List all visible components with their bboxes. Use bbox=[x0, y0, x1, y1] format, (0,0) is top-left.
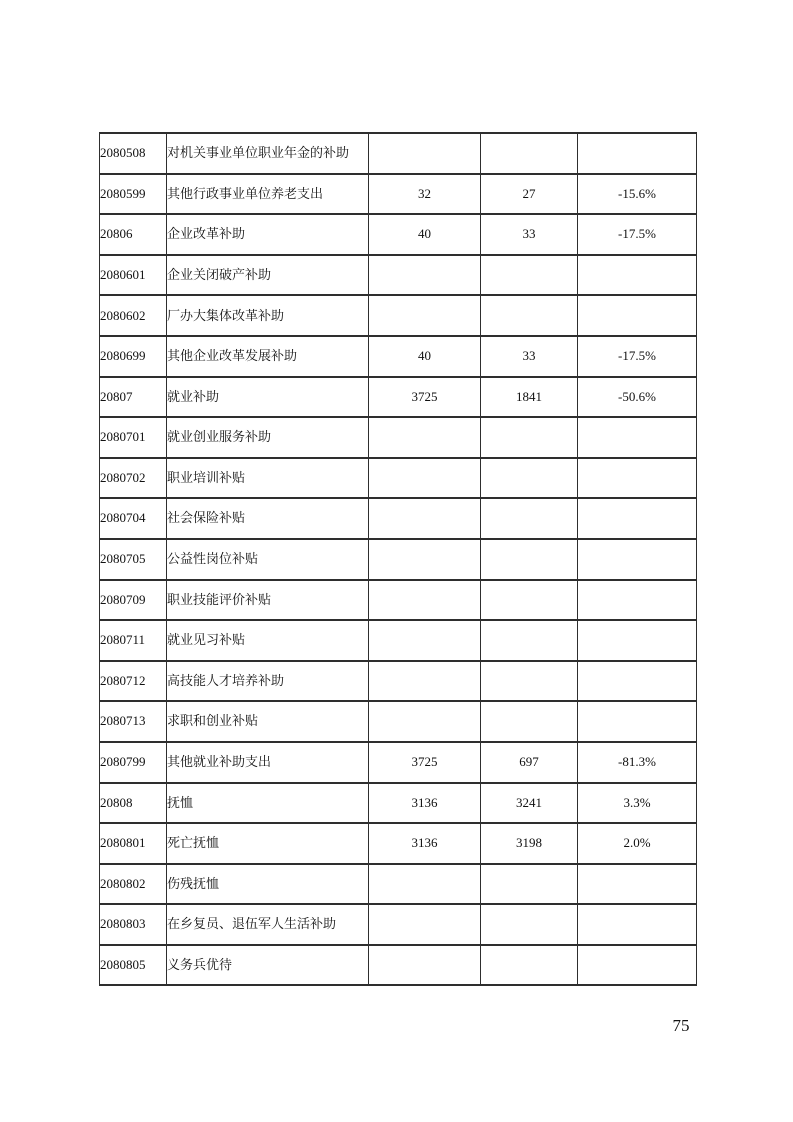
cell-amount-1 bbox=[369, 945, 481, 986]
cell-change-pct: -81.3% bbox=[578, 742, 697, 783]
cell-amount-1 bbox=[369, 904, 481, 945]
cell-amount-2: 1841 bbox=[481, 377, 578, 418]
cell-name: 就业补助 bbox=[167, 377, 369, 418]
table-row bbox=[100, 661, 697, 702]
table-row bbox=[100, 498, 697, 539]
cell-code: 2080802 bbox=[100, 864, 167, 905]
cell-amount-1 bbox=[369, 620, 481, 661]
cell-name: 企业关闭破产补助 bbox=[167, 255, 369, 296]
cell-amount-1 bbox=[369, 661, 481, 702]
table-row bbox=[100, 742, 697, 783]
cell-change-pct bbox=[578, 255, 697, 296]
cell-code: 2080801 bbox=[100, 823, 167, 864]
cell-code: 2080799 bbox=[100, 742, 167, 783]
cell-code: 2080705 bbox=[100, 539, 167, 580]
cell-amount-2 bbox=[481, 904, 578, 945]
cell-amount-2 bbox=[481, 295, 578, 336]
cell-change-pct: -17.5% bbox=[578, 214, 697, 255]
cell-amount-1 bbox=[369, 539, 481, 580]
cell-name: 高技能人才培养补助 bbox=[167, 661, 369, 702]
cell-change-pct bbox=[578, 701, 697, 742]
table-row bbox=[100, 580, 697, 621]
cell-amount-2 bbox=[481, 580, 578, 621]
cell-name: 其他就业补助支出 bbox=[167, 742, 369, 783]
table-row bbox=[100, 417, 697, 458]
cell-amount-1: 3725 bbox=[369, 377, 481, 418]
table-row bbox=[100, 336, 697, 377]
cell-name: 其他行政事业单位养老支出 bbox=[167, 174, 369, 215]
cell-code: 2080711 bbox=[100, 620, 167, 661]
cell-change-pct bbox=[578, 539, 697, 580]
cell-amount-2 bbox=[481, 661, 578, 702]
cell-name: 对机关事业单位职业年金的补助 bbox=[167, 133, 369, 174]
cell-change-pct bbox=[578, 133, 697, 174]
table-row bbox=[100, 620, 697, 661]
cell-code: 2080713 bbox=[100, 701, 167, 742]
cell-amount-2 bbox=[481, 945, 578, 986]
cell-amount-2 bbox=[481, 498, 578, 539]
cell-amount-1 bbox=[369, 864, 481, 905]
cell-name: 职业技能评价补贴 bbox=[167, 580, 369, 621]
cell-change-pct: -15.6% bbox=[578, 174, 697, 215]
table-row bbox=[100, 823, 697, 864]
cell-change-pct: 2.0% bbox=[578, 823, 697, 864]
table-row bbox=[100, 904, 697, 945]
cell-amount-1 bbox=[369, 701, 481, 742]
cell-change-pct bbox=[578, 945, 697, 986]
cell-name: 社会保险补贴 bbox=[167, 498, 369, 539]
cell-code: 20808 bbox=[100, 783, 167, 824]
table-row bbox=[100, 701, 697, 742]
table-row bbox=[100, 174, 697, 215]
cell-name: 公益性岗位补贴 bbox=[167, 539, 369, 580]
cell-amount-1: 32 bbox=[369, 174, 481, 215]
cell-code: 2080508 bbox=[100, 133, 167, 174]
cell-amount-1: 40 bbox=[369, 214, 481, 255]
cell-name: 求职和创业补贴 bbox=[167, 701, 369, 742]
cell-amount-2: 33 bbox=[481, 214, 578, 255]
cell-name: 就业见习补贴 bbox=[167, 620, 369, 661]
table-row bbox=[100, 945, 697, 986]
cell-amount-2 bbox=[481, 701, 578, 742]
cell-amount-2 bbox=[481, 133, 578, 174]
cell-amount-1: 3136 bbox=[369, 823, 481, 864]
cell-change-pct: -50.6% bbox=[578, 377, 697, 418]
cell-code: 2080803 bbox=[100, 904, 167, 945]
cell-code: 2080712 bbox=[100, 661, 167, 702]
cell-amount-1 bbox=[369, 458, 481, 499]
budget-table bbox=[99, 132, 697, 986]
cell-change-pct bbox=[578, 864, 697, 905]
table-row bbox=[100, 133, 697, 174]
cell-name: 死亡抚恤 bbox=[167, 823, 369, 864]
cell-name: 就业创业服务补助 bbox=[167, 417, 369, 458]
cell-code: 2080699 bbox=[100, 336, 167, 377]
cell-change-pct bbox=[578, 498, 697, 539]
cell-code: 20807 bbox=[100, 377, 167, 418]
cell-name: 厂办大集体改革补助 bbox=[167, 295, 369, 336]
cell-name: 职业培训补贴 bbox=[167, 458, 369, 499]
cell-name: 在乡复员、退伍军人生活补助 bbox=[167, 904, 369, 945]
table-row bbox=[100, 458, 697, 499]
table-row bbox=[100, 864, 697, 905]
cell-amount-2: 27 bbox=[481, 174, 578, 215]
cell-code: 2080704 bbox=[100, 498, 167, 539]
cell-code: 2080805 bbox=[100, 945, 167, 986]
cell-name: 伤残抚恤 bbox=[167, 864, 369, 905]
cell-code: 2080709 bbox=[100, 580, 167, 621]
cell-amount-2 bbox=[481, 620, 578, 661]
table-row bbox=[100, 783, 697, 824]
cell-change-pct bbox=[578, 620, 697, 661]
cell-amount-2: 697 bbox=[481, 742, 578, 783]
cell-amount-2 bbox=[481, 458, 578, 499]
cell-amount-1 bbox=[369, 133, 481, 174]
table-row bbox=[100, 539, 697, 580]
cell-amount-1: 3725 bbox=[369, 742, 481, 783]
cell-code: 2080701 bbox=[100, 417, 167, 458]
cell-amount-1 bbox=[369, 498, 481, 539]
cell-amount-2 bbox=[481, 864, 578, 905]
cell-code: 2080602 bbox=[100, 295, 167, 336]
cell-change-pct bbox=[578, 295, 697, 336]
cell-change-pct bbox=[578, 417, 697, 458]
table-row bbox=[100, 377, 697, 418]
cell-amount-1 bbox=[369, 417, 481, 458]
budget-table-body bbox=[100, 133, 697, 985]
cell-name: 义务兵优待 bbox=[167, 945, 369, 986]
cell-amount-1 bbox=[369, 255, 481, 296]
table-row bbox=[100, 295, 697, 336]
cell-amount-1: 3136 bbox=[369, 783, 481, 824]
cell-amount-1 bbox=[369, 580, 481, 621]
cell-amount-2 bbox=[481, 539, 578, 580]
cell-change-pct: 3.3% bbox=[578, 783, 697, 824]
cell-code: 2080599 bbox=[100, 174, 167, 215]
page-number: 75 bbox=[672, 1016, 690, 1035]
cell-amount-2: 33 bbox=[481, 336, 578, 377]
cell-name: 其他企业改革发展补助 bbox=[167, 336, 369, 377]
cell-change-pct: -17.5% bbox=[578, 336, 697, 377]
cell-change-pct bbox=[578, 458, 697, 499]
cell-amount-2 bbox=[481, 417, 578, 458]
cell-amount-2 bbox=[481, 255, 578, 296]
cell-code: 2080702 bbox=[100, 458, 167, 499]
cell-name: 企业改革补助 bbox=[167, 214, 369, 255]
cell-code: 2080601 bbox=[100, 255, 167, 296]
cell-name: 抚恤 bbox=[167, 783, 369, 824]
cell-amount-2: 3198 bbox=[481, 823, 578, 864]
cell-amount-1 bbox=[369, 295, 481, 336]
cell-amount-2: 3241 bbox=[481, 783, 578, 824]
cell-change-pct bbox=[578, 904, 697, 945]
cell-amount-1: 40 bbox=[369, 336, 481, 377]
table-row bbox=[100, 214, 697, 255]
cell-code: 20806 bbox=[100, 214, 167, 255]
table-row bbox=[100, 255, 697, 296]
cell-change-pct bbox=[578, 661, 697, 702]
cell-change-pct bbox=[578, 580, 697, 621]
